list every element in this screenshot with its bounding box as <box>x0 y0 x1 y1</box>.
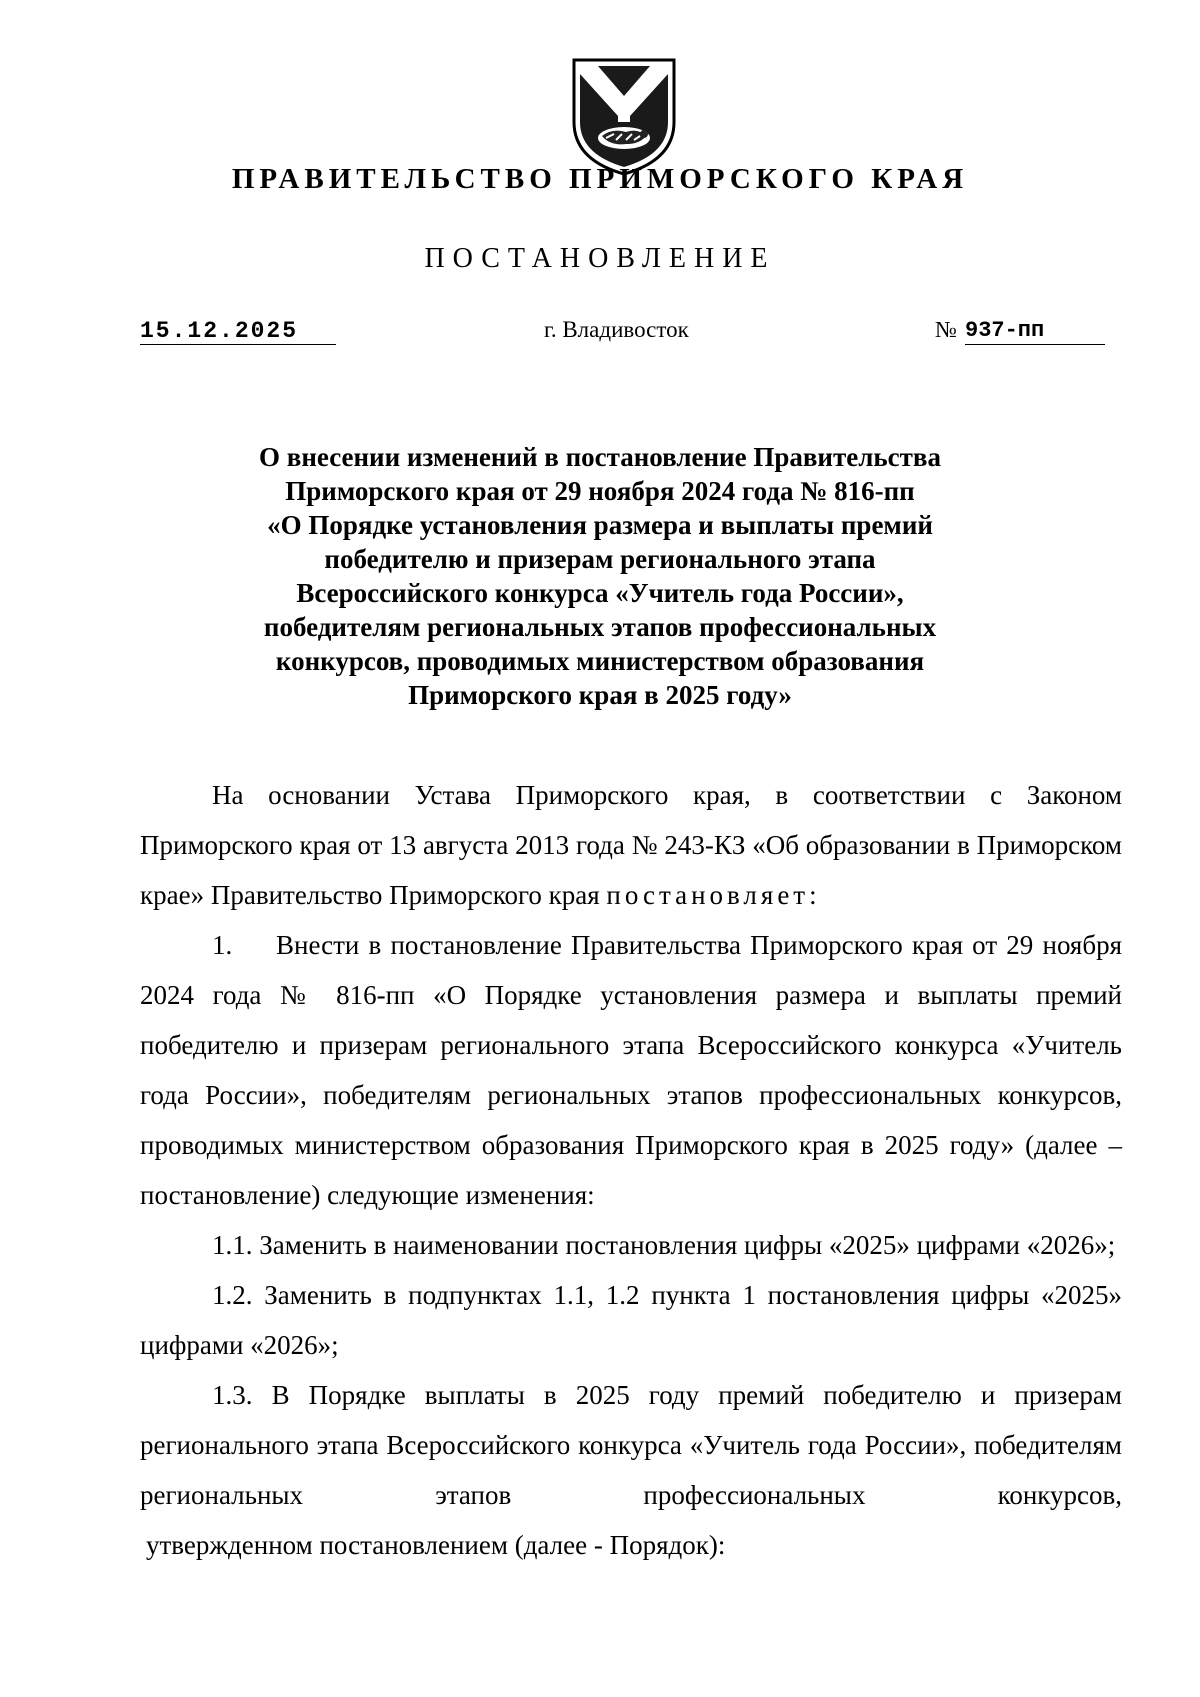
document-city: г. Владивосток <box>544 317 689 342</box>
preamble-end: : <box>809 880 817 910</box>
document-type: ПОСТАНОВЛЕНИЕ <box>424 243 776 274</box>
item-1-paragraph <box>140 920 1122 1220</box>
heading-line: конкурсов, проводимых министерством образования <box>275 646 925 676</box>
item-1-3-continuation: утвержденном постановлением (далее - Порядок): <box>146 1530 726 1560</box>
document-date: 15.12.2025 <box>140 318 336 345</box>
preamble-decree-word: постановляет <box>606 880 810 910</box>
coat-of-arms-emblem <box>564 52 684 178</box>
heading-line: Всероссийского конкурса «Учитель года России», <box>296 578 904 608</box>
document-heading <box>200 440 1000 712</box>
preamble-paragraph <box>140 770 1122 920</box>
government-title: ПРАВИТЕЛЬСТВО ПРИМОРСКОГО КРАЯ <box>231 163 969 195</box>
heading-line: О внесении изменений в постановление Правительства <box>259 442 941 472</box>
item-1-number: 1. <box>212 930 233 960</box>
item-1-1-paragraph: 1.1. Заменить в наименовании постановления цифры «2025» цифрами «2026»; <box>212 1230 1116 1260</box>
preamble-text: На основании Устава Приморского края, в соответствии с Законом Приморского края от 13 августа 2013 года № 243-КЗ «Об образовании в Приморском крае» Правительство Приморского края <box>140 780 1122 910</box>
number-prefix: № <box>935 317 957 342</box>
document-body <box>140 770 1122 1570</box>
heading-line: Приморского края в 2025 году» <box>408 680 792 710</box>
heading-line: Приморского края от 29 ноября 2024 года № 816-пп <box>285 476 915 506</box>
item-1-3-paragraph: 1.3. В Порядке выплаты в 2025 году премий победителю и призерам регионального этапа Всероссийского конкурса «Учитель года России», победителям региональных этапов профессиональных конкурсов, <box>140 1380 1122 1510</box>
heading-line: победителям региональных этапов профессиональных <box>263 612 937 642</box>
item-1-2-paragraph: 1.2. Заменить в подпунктах 1.1, 1.2 пункта 1 постановления цифры «2025» цифрами «2026»; <box>140 1280 1122 1360</box>
heading-line: «О Порядке установления размера и выплаты премий <box>267 510 933 540</box>
item-1-text: Внести в постановление Правительства Приморского края от 29 ноября 2024 года № 816-пп «О Порядке установления размера и выплаты премий победителю и призерам регионального этапа Всероссийского конкурса «Учитель года России», победителям региональных этапов профессиональных конкурсов, проводимых министерством образования Приморского края в 2025 году» (далее – постановление) следующие изменения: <box>140 930 1122 1210</box>
document-number: 937-пп <box>965 318 1105 345</box>
heading-line: победителю и призерам регионального этапа <box>324 544 876 574</box>
